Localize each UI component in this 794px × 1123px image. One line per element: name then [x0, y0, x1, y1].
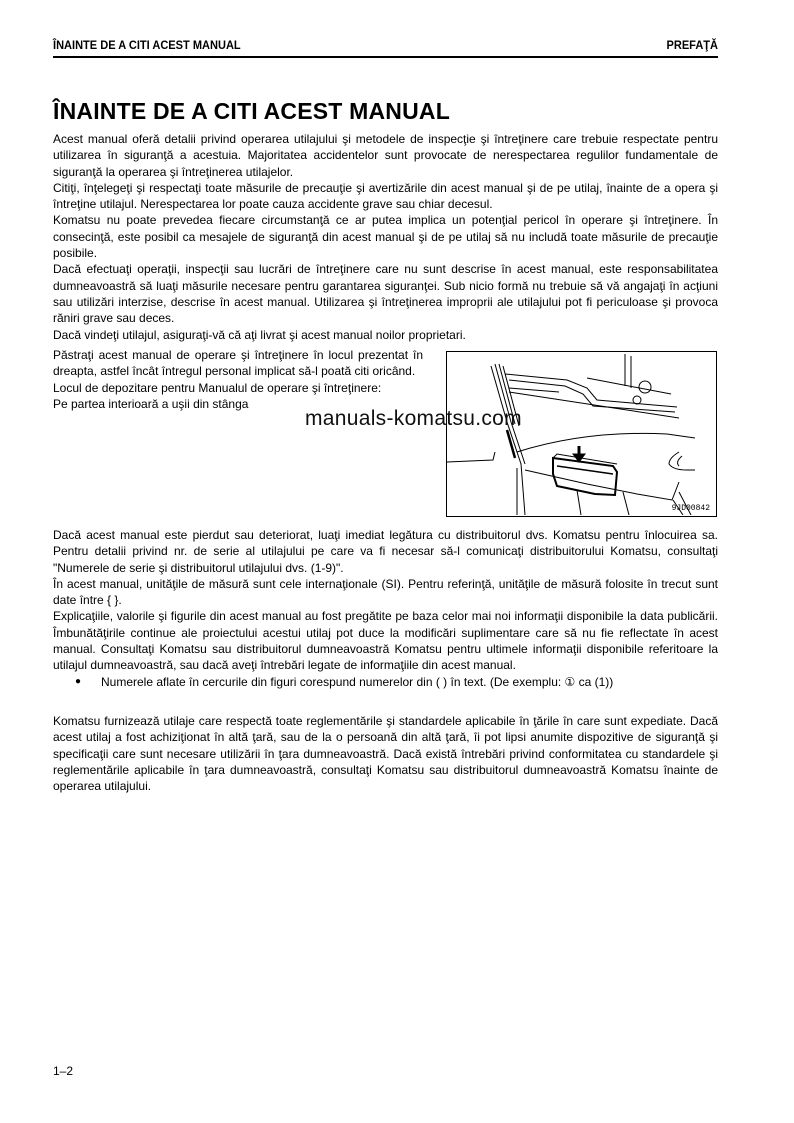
paragraph: Dacă efectuaţi operaţii, inspecţii sau lucrări de întreţinere care nu sunt descrise în acest manual, este responsabilitatea dumneavoastră să luaţi măsurile necesare pentru garantarea siguranţei. Sub nicio formă nu trebuie să vă angajaţi în acţiuni sau utilizări interzise, descrise în acest manual. Utilizarea şi întreţinerea improprii ale utilajului pot fi periculoase şi provoca răniri grave sau deces. [53, 262, 718, 326]
paragraph: Komatsu furnizează utilaje care respectă toate reglementările şi standardele aplicabile în ţările în care sunt expediate. Dacă acest utilaj a fost achiziţionat în altă ţară, sau de la o persoană din altă ţară, îi pot lipsi anumite dispozitive de siguranţă şi specificaţii care sunt necesare utilizării în ţara dumneavoastră. Dacă există întrebări privind conformitatea cu standardele şi reglementările aplicabile în ţara dumneavoastră, consultaţi Komatsu sau distribuitorul dumneavoastră Komatsu înainte de operarea utilajului. [53, 714, 718, 794]
paragraph: În acest manual, unităţile de măsură sunt cele internaţionale (SI). Pentru referinţă, unităţile de măsură folosite în trecut sunt date între { }. [53, 576, 718, 608]
header-chapter-title: PREFAŢĂ [666, 38, 718, 52]
page-number: 1–2 [53, 1064, 74, 1078]
header-section-title: ÎNAINTE DE A CITI ACEST MANUAL [53, 38, 241, 52]
running-header [53, 38, 718, 58]
paragraph: Acest manual oferă detalii privind operarea utilajului şi metodele de inspecţie şi întreţinere care trebuie respectate pentru utilizarea în siguranţă a acestuia. Majoritatea accidentelor sunt provocate de nerespectarea regulilor fundamentale de siguranţă la operarea şi întreţinerea utilajelor. [53, 132, 718, 179]
paragraph: Pe partea interioară a uşii din stânga [53, 396, 249, 411]
paragraph: Locul de depozitare pentru Manualul de operare şi întreţinere: [53, 380, 382, 395]
figure-code: 9JD00842 [671, 504, 710, 513]
watermark: manuals-komatsu.com [305, 407, 522, 430]
bullet-icon: ● [75, 675, 82, 687]
door-pocket-illustration [447, 352, 715, 515]
intro-section [53, 131, 718, 343]
storage-section [53, 347, 423, 412]
paragraph: Dacă acest manual este pierdut sau deteriorat, luaţi imediat legătura cu distribuitorul dvs. Komatsu pentru înlocuirea sa. Pentru detalii privind nr. de serie al utilajului pe care va fi necesar să-l comunicaţi distribuitorului Komatsu, consultaţi "Numerele de serie şi distribuitorul utilajului dvs. (1-9)". [53, 528, 718, 575]
paragraph: Komatsu nu poate prevedea fiecare circumstanţă ce ar putea implica un potenţial pericol în operare şi întreţinere. În consecinţă, este posibil ca mesajele de siguranţă din acest manual şi de pe utilaj să nu includă toate măsurile de precauţie posibile. [53, 213, 718, 261]
paragraph: Dacă vindeţi utilajul, asiguraţi-vă că aţi livrat şi acest manual noilor proprietari. [53, 327, 466, 342]
page-title: ÎNAINTE DE A CITI ACEST MANUAL [53, 98, 450, 124]
paragraph: Păstraţi acest manual de operare şi întreţinere în locul prezentat în dreapta, astfel încât întregul personal implicat să-l poată citi oricând. [53, 348, 423, 379]
bullet-text: Numerele aflate în cercurile din figuri corespund numerelor din ( ) în text. (De exemplu: ① ca (1)) [101, 674, 614, 689]
compliance-section [53, 713, 718, 794]
manual-info-section [53, 527, 718, 690]
paragraph: Explicaţiile, valorile şi figurile din acest manual au fost pregătite pe baza celor mai noi informaţii disponibile la data publicării. Îmbunătăţirile continue ale proiectului acestui utilaj pot duce la modificări suplimentare care să nu fie reflectate în acest manual. Consultaţi Komatsu sau distribuitorul dumneavoastră Komatsu pentru ultimele informaţii disponibile referitoare la utilajul dumneavoastră, sau dacă aveţi întrebări legate de informaţiile din acest manual. [53, 609, 718, 673]
bullet-item [53, 674, 718, 690]
paragraph: Citiţi, înţelegeţi şi respectaţi toate măsurile de precauţie şi avertizările din acest manual şi de pe utilaj, înainte de a opera şi întreţine utilajul. Nerespectarea lor poate cauza accidente grave sau chiar decesul. [53, 180, 718, 212]
door-pocket-figure [446, 351, 717, 517]
